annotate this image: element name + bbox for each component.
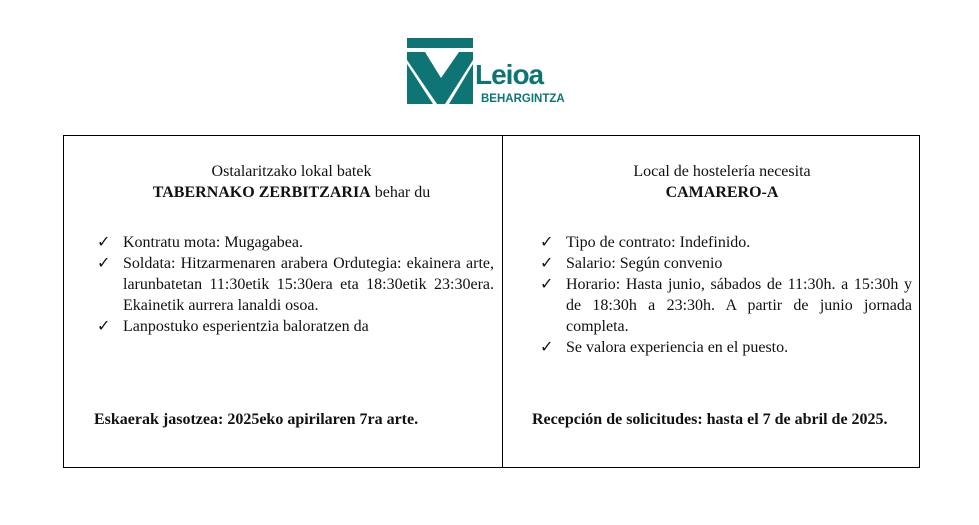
check-icon: ✓ [97, 255, 111, 272]
spanish-conditions-list [532, 232, 912, 358]
list-item: ✓ Tipo de contrato: Indefinido. [540, 234, 751, 251]
list-item: ✓ Se valora experiencia en el puesto. [540, 339, 789, 356]
job-offer-table [63, 135, 920, 468]
list-item: ✓ Kontratu mota: Mugagabea. [97, 234, 303, 251]
logo-subtitle: BEHARGINTZA [481, 93, 565, 105]
spanish-column [532, 136, 912, 467]
leioa-logo [405, 38, 585, 110]
logo-wordmark: Leioa [475, 59, 544, 90]
list-item: ✓ Horario: Hasta junio, sábados de 11:30h. a 15:30h y de 18:30h a 23:30h. A partir de junio jornada completa. [540, 276, 912, 335]
basque-position: TABERNAKO ZERBITZARIA [152, 184, 371, 201]
basque-position-suffix: behar du [374, 184, 431, 201]
spanish-heading [532, 161, 912, 203]
check-icon: ✓ [540, 276, 554, 293]
check-icon: ✓ [97, 318, 111, 335]
basque-heading [89, 161, 494, 203]
basque-intro: Ostalaritzako lokal batek [211, 163, 372, 180]
check-icon: ✓ [97, 234, 111, 251]
list-item: ✓ Lanpostuko esperientzia baloratzen da [97, 318, 369, 335]
check-icon: ✓ [540, 255, 554, 272]
basque-deadline: Eskaerak jasotzea: 2025eko apirilaren 7ra arte. [94, 411, 419, 428]
basque-conditions-list [89, 232, 494, 337]
check-icon: ✓ [540, 234, 554, 251]
list-item: ✓ Soldata: Hitzarmenaren arabera Ordutegia: ekainera arte, larunbatetan 11:30etik 15:30era eta 18:30etik 23:30era. Ekainetik aurrera lanaldi osoa. [97, 255, 494, 314]
leioa-logo-mark-icon [405, 38, 475, 106]
column-divider [502, 136, 503, 467]
spanish-position: CAMARERO-A [665, 184, 779, 201]
spanish-deadline: Recepción de solicitudes: hasta el 7 de abril de 2025. [532, 411, 888, 428]
basque-column [89, 136, 494, 467]
list-item: ✓ Salario: Según convenio [540, 255, 723, 272]
basque-position-line [89, 182, 494, 203]
spanish-intro: Local de hostelería necesita [633, 163, 811, 180]
check-icon: ✓ [540, 339, 554, 356]
